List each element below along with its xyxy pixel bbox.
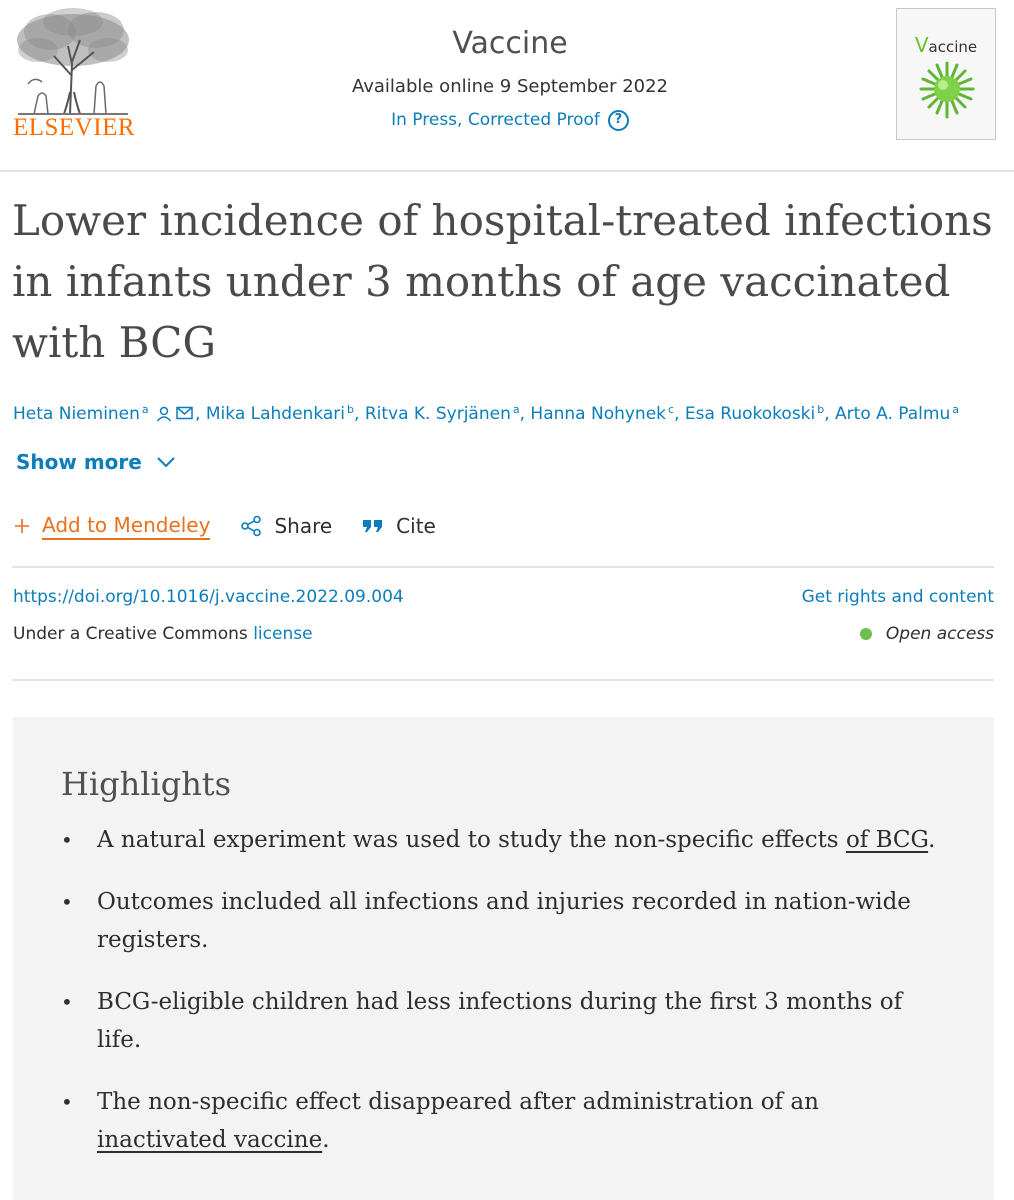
share-label: Share [274,514,333,538]
journal-header [0,0,1014,172]
publisher-name: ELSEVIER [12,114,136,141]
cite-label: Cite [396,514,436,538]
highlight-item [61,883,941,959]
license-link[interactable]: license [253,624,313,644]
open-access-badge [860,621,994,647]
journal-cover-image[interactable] [896,8,996,140]
plus-icon [14,518,30,534]
author-link[interactable]: Heta Nieminen [13,404,140,424]
affiliation-marker[interactable]: a [141,403,149,416]
author-link[interactable]: Esa Ruokokoski [684,404,816,424]
doi-link[interactable]: https://doi.org/10.1016/j.vaccine.2022.09.004 [13,587,404,607]
affiliation-marker[interactable]: b [347,403,354,416]
highlight-item [61,1083,941,1159]
article-status[interactable] [391,108,629,132]
highlights-section [13,717,994,1200]
highlight-text: A natural experiment was used to study the non-specific effects [97,827,846,853]
article-title: Lower incidence of hospital-treated infections in infants under 3 months of age vaccinated with BCG [12,196,993,367]
highlights-heading: Highlights [61,765,232,803]
open-access-dot [860,628,872,640]
add-to-mendeley-button[interactable] [14,513,210,540]
envelope-icon[interactable] [176,406,193,420]
highlight-text-end: . [322,1127,330,1153]
journal-title-link[interactable]: Vaccine [452,26,568,61]
highlight-topic-link[interactable]: of BCG [845,827,929,853]
share-icon [240,515,262,537]
affiliation-marker[interactable]: a [952,403,959,416]
highlight-text: Outcomes included all infections and injuries recorded in nation-wide registers. [97,889,911,953]
cite-button[interactable] [362,514,436,538]
open-access-label: Open access [885,624,994,644]
person-icon[interactable] [156,406,172,422]
journal-info [250,26,770,132]
chevron-down-icon [156,456,176,468]
highlights-list [61,821,941,1183]
highlight-text: The non-specific effect disappeared after administration of an [97,1089,819,1115]
divider [12,566,994,568]
article-toolbar [14,508,466,544]
author-list: Heta Nieminen $^a$ , Mika Lahdenkari $^b$, Ritva K. Syrjänen $^a$, Hanna Nohynek $^c$, Esa Ruokokoski $^b$, Arto A. Palmu $^a$ [13,403,959,424]
cover-title-rest: accine [928,38,978,56]
show-more-label: Show more [16,450,142,474]
corresponding-author-icons [156,406,193,422]
author-link[interactable]: Ritva K. Syrjänen [364,404,511,424]
bullet: • [61,828,73,852]
get-rights-link[interactable]: Get rights and content [801,587,994,607]
license-line [13,621,313,647]
highlight-item [61,821,941,859]
help-icon[interactable]: ? [608,110,629,131]
highlight-text-end: . [928,827,936,853]
article-status-label: In Press, Corrected Proof [391,110,600,130]
highlight-item [61,983,941,1059]
license-prefix: Under a Creative Commons [13,624,248,644]
bullet: • [61,890,73,914]
bullet: • [61,990,73,1014]
share-button[interactable] [240,514,332,538]
highlight-topic-link[interactable]: inactivated vaccine [97,1127,323,1153]
online-date: Available online 9 September 2022 [351,76,669,97]
author-link[interactable]: Arto A. Palmu [835,404,951,424]
add-to-mendeley-label: Add to Mendeley [42,513,210,540]
highlight-text: BCG-eligible children had less infections during the first 3 months of life. [97,989,903,1053]
divider [12,679,994,681]
bullet: • [61,1090,73,1114]
cover-title-initial: V [914,33,929,57]
author-link[interactable]: Mika Lahdenkari [205,404,346,424]
show-more-button[interactable] [16,450,176,474]
affiliation-marker[interactable]: b [817,403,825,416]
quote-icon [362,518,384,534]
author-link[interactable]: Hanna Nohynek [530,404,667,424]
affiliation-marker[interactable]: a [512,403,520,416]
affiliation-marker[interactable]: c [668,403,675,416]
